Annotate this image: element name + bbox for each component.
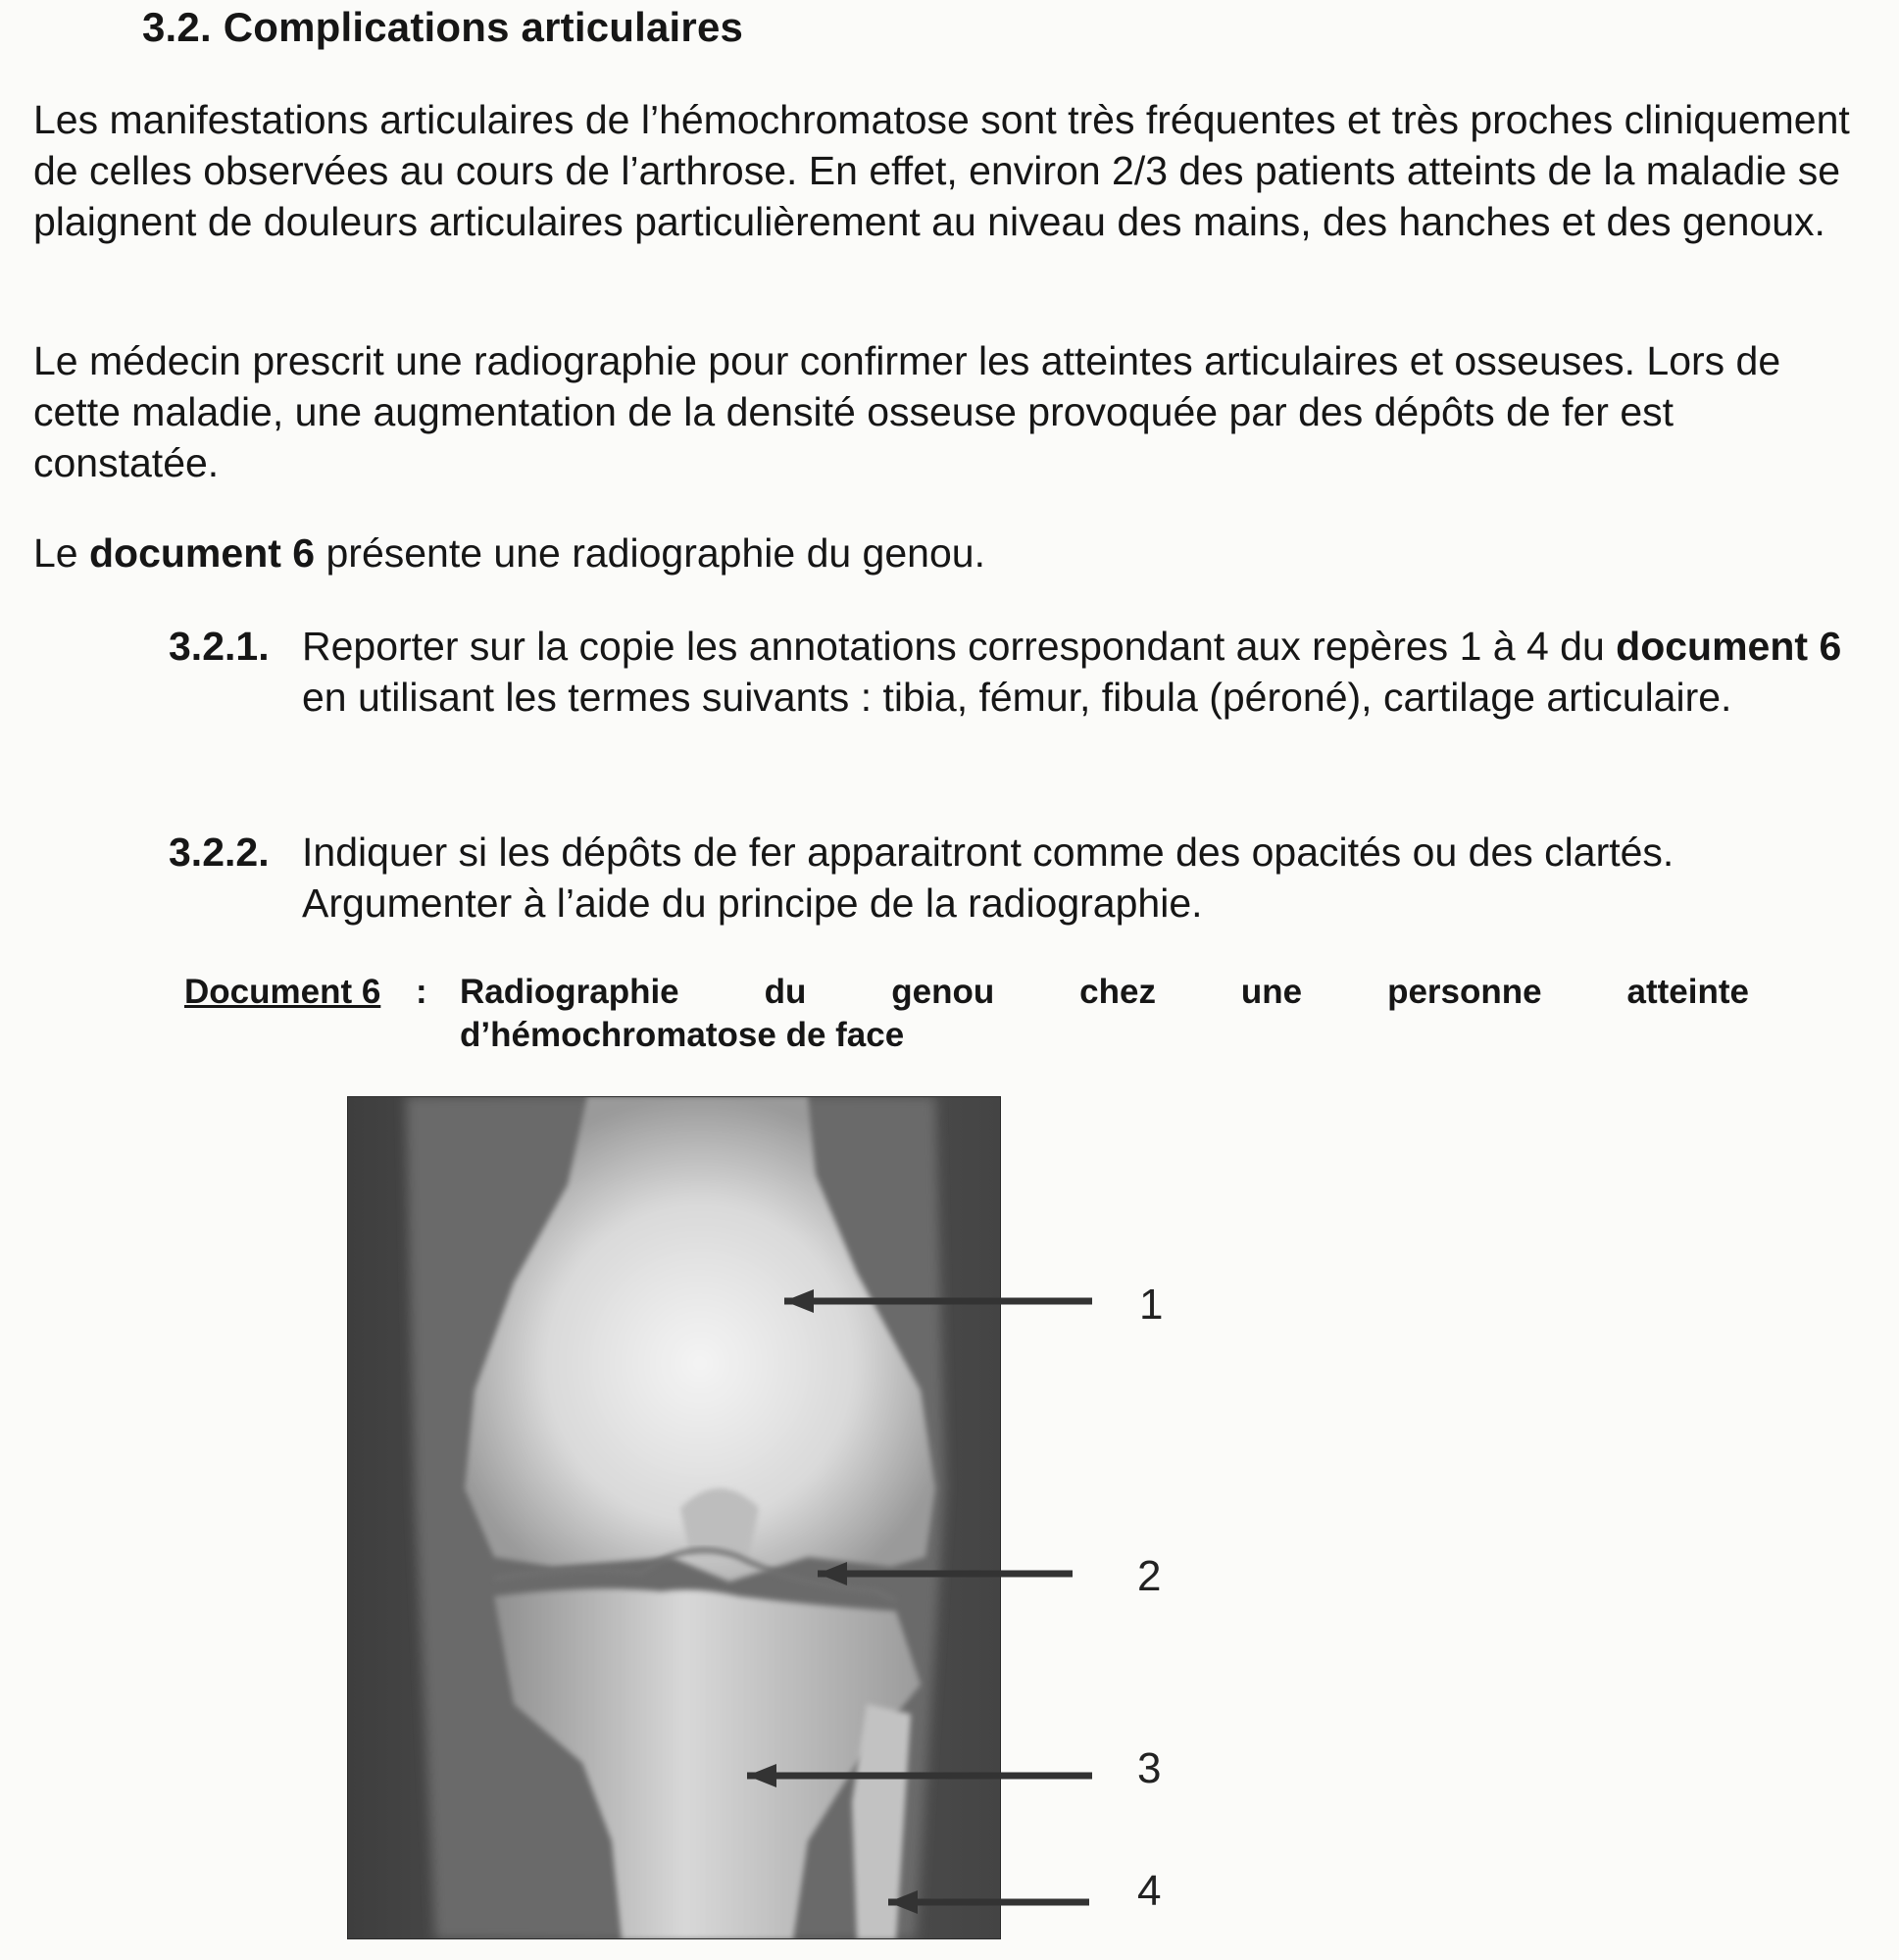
question-number: 3.2.1. — [169, 624, 270, 669]
paragraph-document-intro — [33, 528, 1862, 578]
question-document-ref: document 6 — [1616, 624, 1842, 669]
question-number: 3.2.2. — [169, 829, 270, 875]
paragraph-radiographie: Le médecin prescrit une radiographie pour confirmer les atteintes articulaires et osseuses. Lors de cette maladie, une augmentation de la densité osseuse provoquée par des dépôts de fer est constatée. — [33, 338, 1781, 485]
question-text-after: en utilisant les termes suivants : tibia, fémur, fibula (péroné), cartilage articulaire. — [302, 675, 1732, 720]
document-title-line1: Radiographie du genou chez une personne atteinte — [460, 973, 1749, 1011]
p3-text-before: Le — [33, 530, 89, 576]
document-colon: : — [416, 973, 427, 1011]
marker-1: 1 — [1139, 1281, 1164, 1329]
arrow-1 — [784, 1289, 1092, 1313]
question-3-2-2 — [169, 827, 1874, 929]
question-text — [302, 621, 1874, 723]
question-3-2-1 — [169, 621, 1874, 723]
arrow-3 — [747, 1764, 1092, 1787]
marker-4: 4 — [1137, 1867, 1162, 1915]
document-label: Document 6 — [184, 973, 381, 1011]
question-text: Indiquer si les dépôts de fer apparaitront comme des opacités ou des clartés. Argumenter à l’aide du principe de la radiographie. — [302, 829, 1674, 926]
knee-radiograph-figure — [347, 1096, 1164, 1939]
marker-3: 3 — [1137, 1744, 1162, 1792]
annotation-arrows — [347, 1096, 1001, 1939]
marker-2: 2 — [1137, 1552, 1162, 1600]
section-title: 3.2. Complications articulaires — [142, 4, 744, 50]
arrow-4 — [888, 1890, 1089, 1914]
arrow-2 — [818, 1562, 1073, 1585]
p3-document-ref: document 6 — [89, 530, 316, 576]
p3-text-after: présente une radiographie du genou. — [315, 530, 985, 576]
document-title-line2: d’hémochromatose de face — [460, 1016, 905, 1054]
document-title — [460, 971, 1749, 1057]
paragraph-manifestations: Les manifestations articulaires de l’hémochromatose sont très fréquentes et très proches cliniquement de celles observées au cours de l’arthrose. En effet, environ 2/3 des patients atteints de la maladie se plaignent de douleurs articulaires particulièrement au niveau des mains, des hanches et des genoux. — [33, 97, 1850, 244]
question-text-before: Reporter sur la copie les annotations correspondant aux repères 1 à 4 du — [302, 624, 1617, 669]
